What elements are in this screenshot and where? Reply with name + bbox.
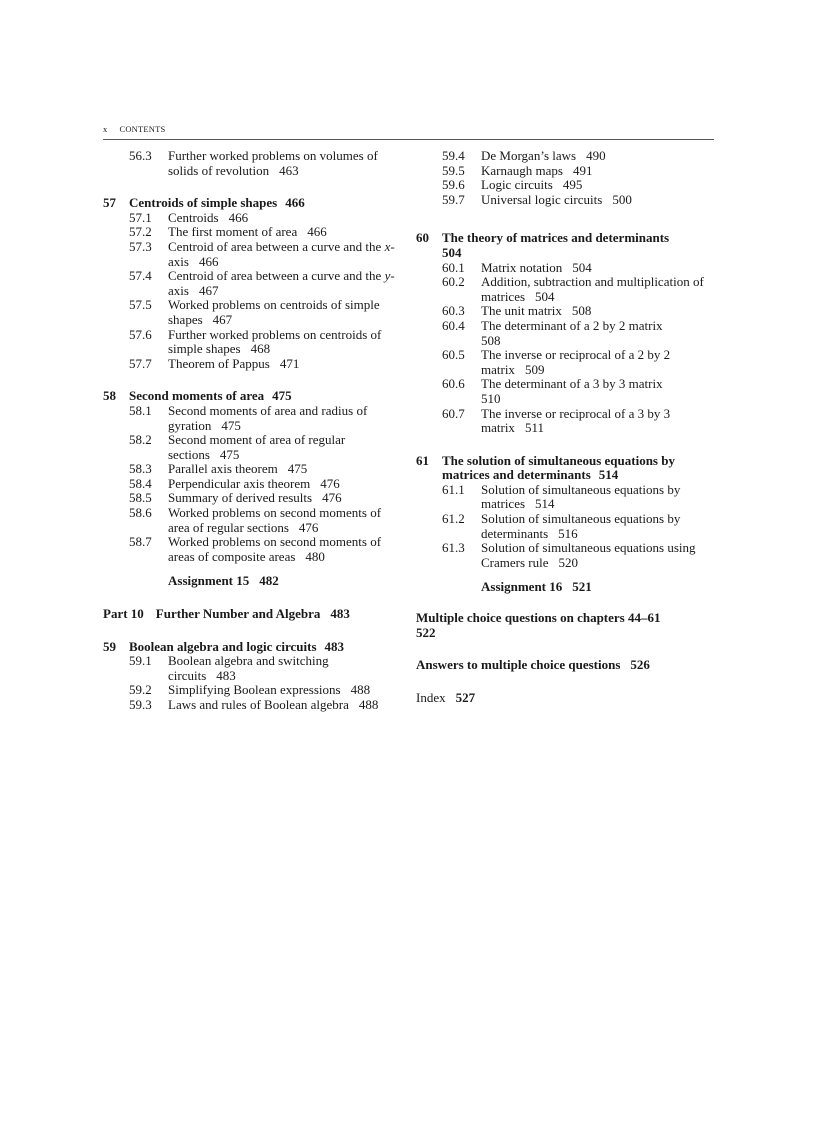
toc-section-59-3[interactable] [103, 698, 403, 713]
toc-section-59-1[interactable] [103, 654, 403, 683]
chapter-number: 61 [416, 452, 429, 468]
toc-section-60-5[interactable] [416, 348, 716, 377]
section-number: 61.3 [442, 540, 465, 556]
section-number: 57.6 [129, 326, 152, 342]
section-page: 520 [558, 554, 579, 570]
toc-section-57-7[interactable] [103, 357, 403, 372]
contents-right-column [416, 149, 716, 705]
section-number: 60.1 [442, 259, 465, 275]
section-title: Matrix notation [481, 259, 563, 275]
section-number: 59.3 [129, 697, 152, 712]
section-title: Perpendicular axis theorem [168, 475, 311, 491]
index-page: 527 [455, 689, 476, 705]
answers-title: Answers to multiple choice questions [416, 657, 621, 673]
section-page: 483 [216, 667, 236, 683]
section-page: 468 [250, 341, 271, 357]
chapter-page: 514 [598, 467, 619, 483]
header-running-title: CONTENTS [119, 124, 166, 134]
section-number: 59.4 [442, 148, 465, 163]
chapter-title: Centroids of simple shapes [129, 195, 278, 211]
section-page: 475 [221, 417, 241, 433]
section-number: 60.3 [442, 303, 465, 319]
toc-chapter-59[interactable] [103, 640, 403, 655]
section-page: 504 [535, 288, 555, 304]
section-page: 466 [228, 209, 249, 225]
section-page: 516 [558, 525, 578, 541]
toc-assignment-16[interactable] [416, 580, 716, 595]
section-page: 490 [586, 148, 606, 163]
section-number: 59.7 [442, 191, 465, 207]
section-page: 500 [612, 191, 632, 207]
toc-section-57-4[interactable] [103, 269, 403, 298]
section-title: Parallel axis theorem [168, 461, 278, 477]
section-title-pre: Centroid of area between a curve and the [168, 268, 385, 284]
chapter-title: Second moments of area [129, 388, 265, 404]
toc-section-58-3[interactable] [103, 462, 403, 477]
section-page: 475 [219, 446, 240, 462]
toc-section-57-1[interactable] [103, 211, 403, 226]
toc-section-56-3[interactable] [103, 149, 403, 178]
section-page: 508 [571, 303, 592, 319]
toc-assignment-15[interactable] [103, 574, 403, 589]
toc-section-60-7[interactable] [416, 407, 716, 436]
section-title: Further worked problems on centroids of simple shapes [168, 326, 382, 357]
assignment-page: 482 [259, 573, 279, 589]
section-number: 58.6 [129, 505, 152, 521]
section-page: 476 [298, 519, 319, 535]
toc-section-60-6[interactable] [416, 377, 716, 406]
toc-section-57-2[interactable] [103, 225, 403, 240]
toc-section-61-1[interactable] [416, 483, 716, 512]
toc-index[interactable] [416, 691, 716, 706]
section-title-post: -axis [168, 268, 395, 298]
chapter-number: 57 [103, 195, 116, 211]
section-title: Theorem of Pappus [168, 355, 270, 371]
section-number: 57.7 [129, 355, 152, 371]
section-title: The inverse or reciprocal of a 2 by 2 matrix [481, 347, 671, 377]
chapter-number: 60 [416, 230, 429, 246]
section-page: 488 [358, 697, 379, 712]
chapter-title: Boolean algebra and logic circuits [129, 638, 317, 654]
chapter-title: The solution of simultaneous equations by matrices and determinants [442, 452, 675, 483]
toc-chapter-60[interactable] [416, 231, 716, 260]
header-page-number: x [103, 124, 108, 134]
section-title: Centroids [168, 209, 219, 225]
section-number: 58.3 [129, 461, 152, 477]
assignment-title: Assignment 15 [168, 573, 250, 589]
section-page: 510 [481, 390, 501, 406]
toc-section-58-6[interactable] [103, 506, 403, 535]
toc-section-59-7[interactable] [416, 193, 716, 208]
section-title: Solution of simultaneous equations by matrices [481, 481, 681, 512]
section-title: The inverse or reciprocal of a 3 by 3 matrix [481, 405, 671, 436]
section-page: 480 [305, 548, 325, 564]
part-page: 483 [330, 606, 350, 622]
section-title: The determinant of a 2 by 2 matrix [481, 317, 663, 333]
section-title: Second moment of area of regular sections [168, 432, 346, 462]
chapter-page: 466 [285, 195, 305, 211]
toc-part-10[interactable] [103, 607, 403, 622]
toc-section-58-7[interactable] [103, 535, 403, 564]
section-title: Summary of derived results [168, 490, 313, 506]
assignment-page: 521 [572, 579, 592, 595]
section-page: 488 [350, 682, 371, 698]
section-page: 504 [572, 259, 592, 275]
section-number: 58.2 [129, 432, 152, 448]
mcq-title: Multiple choice questions on chapters 44–61 [416, 610, 661, 626]
toc-section-58-4[interactable] [103, 477, 403, 492]
section-number: 59.2 [129, 682, 152, 698]
toc-section-58-2[interactable] [103, 433, 403, 462]
section-title: Universal logic circuits [481, 191, 603, 207]
part-label: Part 10 [103, 606, 144, 622]
section-number: 57.2 [129, 224, 152, 240]
toc-section-59-5[interactable] [416, 164, 716, 179]
toc-section-57-3[interactable] [103, 240, 403, 269]
section-page: 476 [322, 490, 342, 506]
section-number: 58.1 [129, 402, 152, 418]
section-title: Laws and rules of Boolean algebra [168, 697, 349, 712]
contents-left-column [103, 149, 403, 713]
section-page: 467 [198, 282, 219, 298]
section-page: 475 [287, 461, 308, 477]
header-rule [103, 139, 714, 140]
section-number: 57.1 [129, 209, 152, 225]
chapter-page: 475 [272, 388, 292, 404]
section-number: 59.6 [442, 177, 465, 193]
section-title: Solution of simultaneous equations by determinants [481, 511, 681, 541]
section-title: De Morgan’s laws [481, 148, 577, 163]
section-title: The first moment of area [168, 224, 298, 240]
part-title: Further Number and Algebra [155, 606, 321, 622]
toc-chapter-61[interactable] [416, 454, 716, 483]
section-number: 60.4 [442, 317, 465, 333]
section-title-variable: y [384, 268, 391, 284]
toc-section-60-1[interactable] [416, 261, 716, 276]
section-number: 60.6 [442, 376, 465, 392]
section-title: Simplifying Boolean expressions [168, 682, 341, 698]
assignment-title: Assignment 16 [481, 579, 563, 595]
section-page: 509 [524, 361, 545, 377]
toc-section-59-4[interactable] [416, 149, 716, 164]
index-title: Index [416, 689, 446, 705]
section-title: Second moments of area and radius of gyration [168, 402, 368, 433]
section-title: Worked problems on second moments of areas of composite areas [168, 534, 382, 564]
section-title: Solution of simultaneous equations using Cramers rule [481, 540, 696, 570]
section-title-post: -axis [168, 238, 395, 269]
toc-section-58-1[interactable] [103, 404, 403, 433]
mcq-page: 522 [416, 624, 436, 640]
section-number: 56.3 [129, 148, 152, 163]
section-number: 61.2 [442, 511, 465, 527]
toc-chapter-58[interactable] [103, 389, 403, 404]
section-title: Logic circuits [481, 177, 553, 193]
section-title: Karnaugh maps [481, 162, 563, 178]
chapter-number: 58 [103, 388, 116, 404]
section-page: 508 [481, 332, 501, 348]
toc-section-57-5[interactable] [103, 298, 403, 327]
chapter-title: The theory of matrices and determinants [442, 230, 670, 246]
section-number: 59.1 [129, 653, 152, 669]
toc-chapter-57[interactable] [103, 196, 403, 211]
section-number: 61.1 [442, 481, 465, 497]
section-number: 59.5 [442, 162, 465, 178]
toc-section-58-5[interactable] [103, 491, 403, 506]
chapter-page: 504 [442, 244, 462, 260]
toc-section-61-2[interactable] [416, 512, 716, 541]
section-title: The unit matrix [481, 303, 562, 319]
section-number: 57.4 [129, 268, 152, 284]
toc-multiple-choice-questions[interactable] [416, 611, 716, 640]
section-page: 495 [562, 177, 583, 193]
section-page: 466 [198, 253, 219, 269]
section-title: Addition, subtraction and multiplication of matrices [481, 274, 704, 304]
section-title-pre: Centroid of area between a curve and the [168, 238, 385, 254]
toc-section-60-3[interactable] [416, 304, 716, 319]
section-number: 57.5 [129, 297, 152, 313]
section-page: 511 [524, 420, 544, 436]
answers-page: 526 [630, 657, 650, 673]
section-page: 476 [320, 475, 340, 491]
section-page: 463 [279, 162, 299, 178]
section-title-variable: x [384, 238, 391, 254]
section-number: 60.5 [442, 347, 465, 363]
toc-section-60-4[interactable] [416, 319, 716, 348]
toc-answers[interactable] [416, 658, 716, 673]
toc-section-59-6[interactable] [416, 178, 716, 193]
section-title: The determinant of a 3 by 3 matrix [481, 376, 663, 392]
chapter-page: 483 [324, 638, 345, 654]
toc-section-59-2[interactable] [103, 683, 403, 698]
section-number: 58.5 [129, 490, 152, 506]
section-page: 491 [572, 162, 593, 178]
running-header [103, 124, 714, 134]
section-number: 58.4 [129, 475, 152, 491]
section-title: Further worked problems on volumes of solids of revolution [168, 148, 378, 178]
section-number: 57.3 [129, 238, 152, 254]
section-page: 514 [535, 496, 555, 512]
section-page: 466 [307, 224, 327, 240]
section-title: Worked problems on second moments of area of regular sections [168, 505, 382, 535]
toc-section-57-6[interactable] [103, 328, 403, 357]
section-number: 60.2 [442, 274, 465, 290]
section-number: 60.7 [442, 405, 465, 421]
toc-section-61-3[interactable] [416, 541, 716, 570]
section-page: 471 [279, 355, 300, 371]
section-title: Boolean algebra and switching circuits [168, 653, 329, 683]
section-title: Worked problems on centroids of simple shapes [168, 297, 380, 327]
toc-section-60-2[interactable] [416, 275, 716, 304]
chapter-number: 59 [103, 638, 116, 654]
section-number: 58.7 [129, 534, 152, 550]
section-page: 467 [212, 311, 233, 327]
